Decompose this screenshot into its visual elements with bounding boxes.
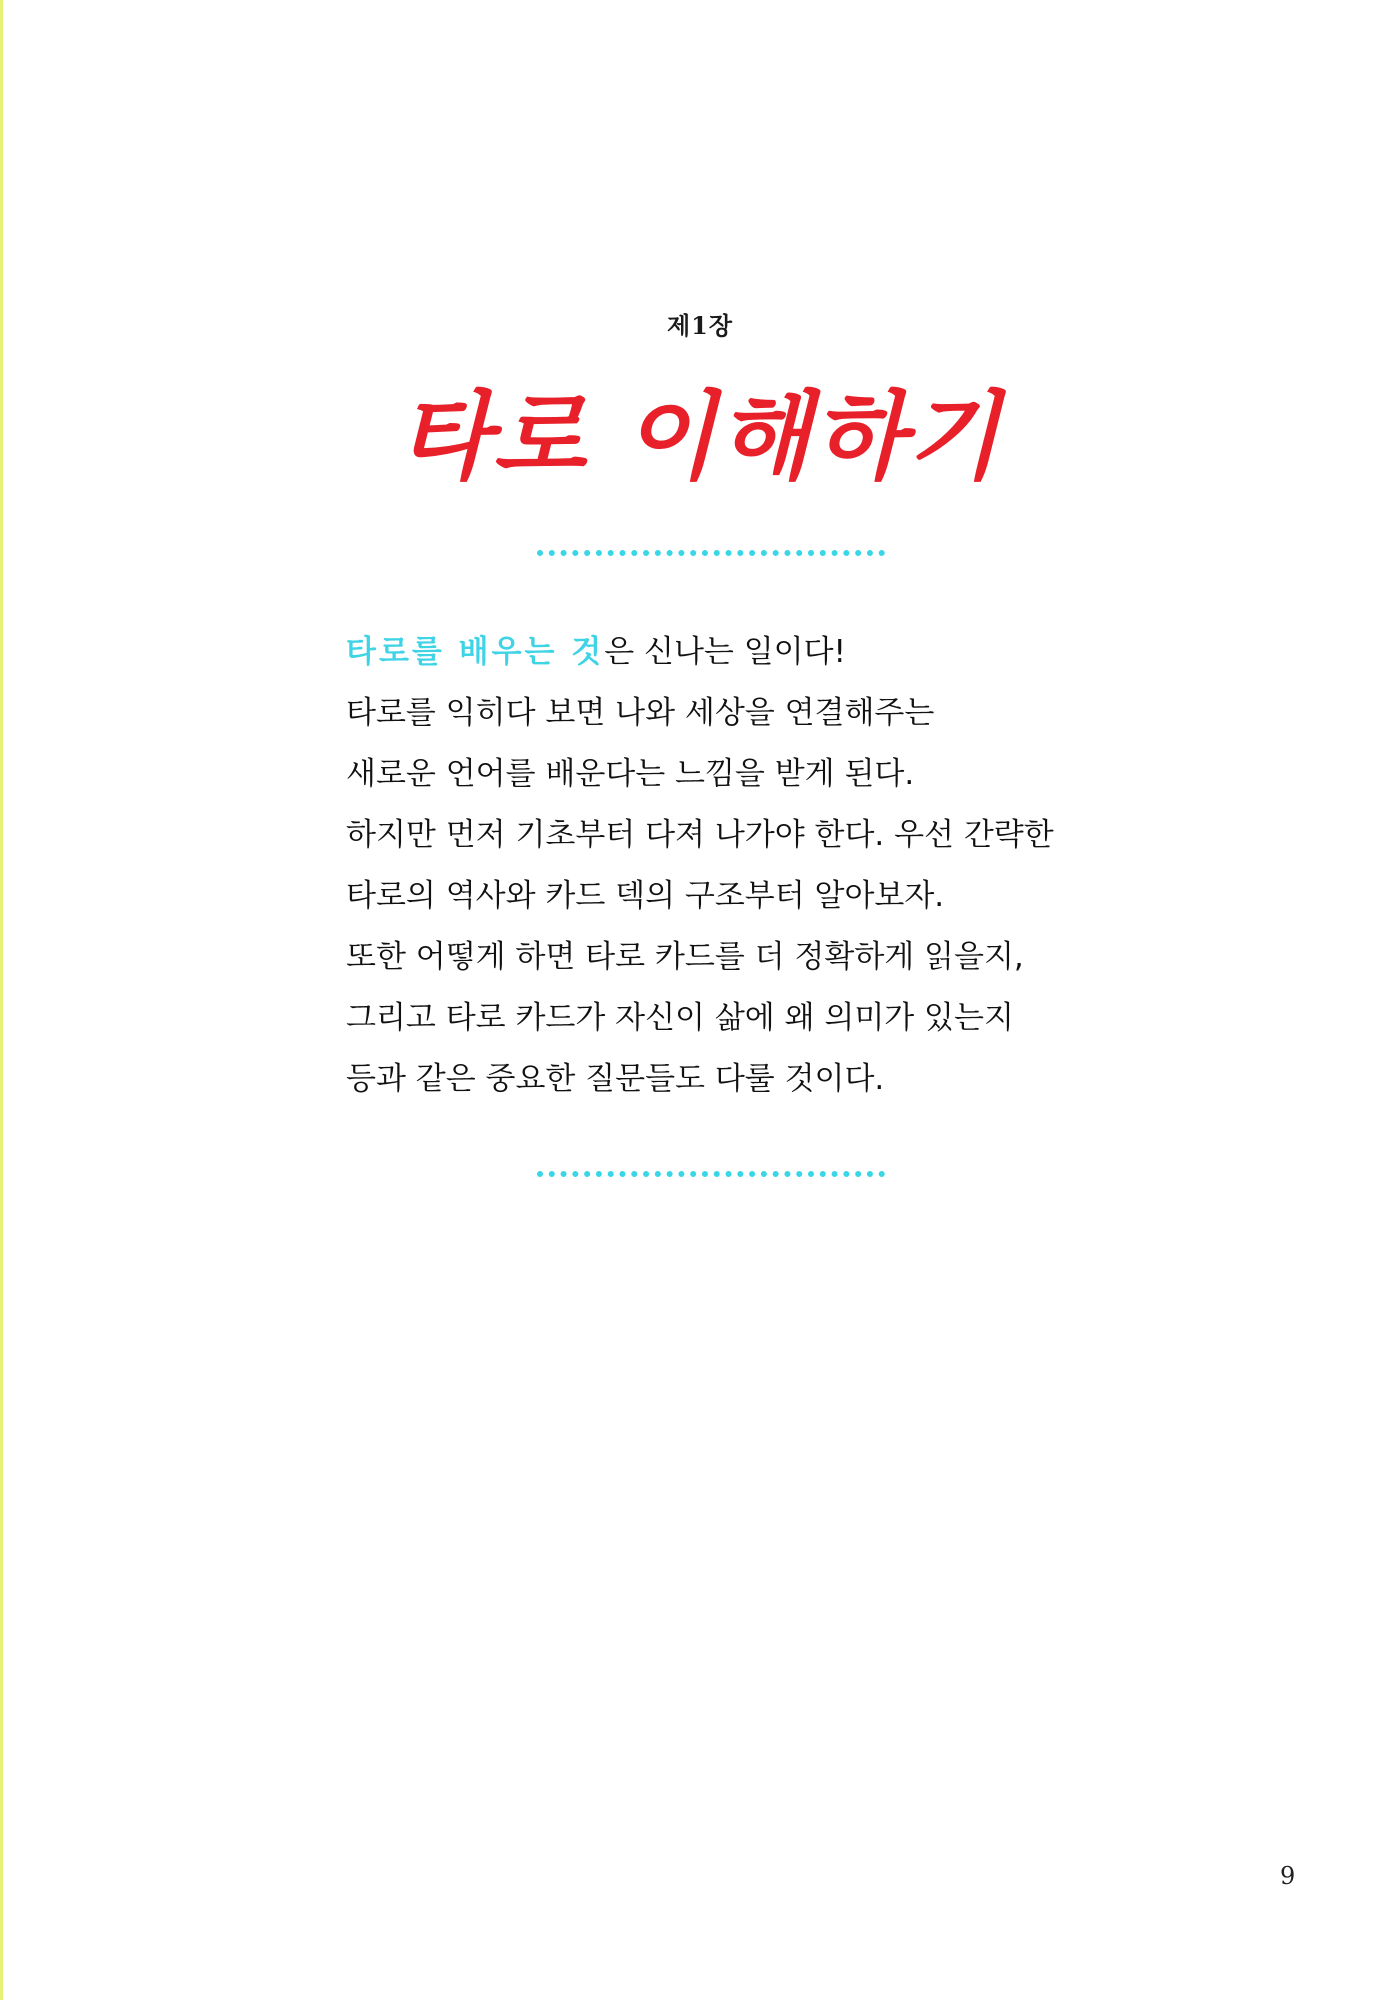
intro-line: 새로운 언어를 배운다는 느낌을 받게 된다. [346, 756, 915, 792]
intro-highlight: 타로를 배우는 것 [346, 634, 605, 670]
page-edge [0, 0, 3, 2000]
intro-line: 등과 같은 중요한 질문들도 다룰 것이다. [346, 1061, 885, 1097]
intro-line-1 [346, 622, 1106, 683]
intro-line-1-rest: 은 신나는 일이다! [604, 634, 846, 670]
intro-line: 타로의 역사와 카드 덱의 구조부터 알아보자. [346, 878, 945, 914]
divider-top [537, 550, 885, 556]
intro-text [346, 622, 1106, 1110]
divider-bottom [537, 1171, 885, 1177]
intro-line: 그리고 타로 카드가 자신이 삶에 왜 의미가 있는지 [346, 1000, 1014, 1036]
intro-line: 하지만 먼저 기초부터 다져 나가야 한다. 우선 간략한 [346, 817, 1054, 853]
intro-line: 또한 어떻게 하면 타로 카드를 더 정확하게 읽을지, [346, 939, 1024, 975]
chapter-label: 제1장 [666, 311, 734, 340]
chapter-title: 타로 이해하기 [398, 381, 1002, 493]
page-number: 9 [1280, 1862, 1296, 1890]
intro-line: 타로를 익히다 보면 나와 세상을 연결해주는 [346, 695, 935, 731]
